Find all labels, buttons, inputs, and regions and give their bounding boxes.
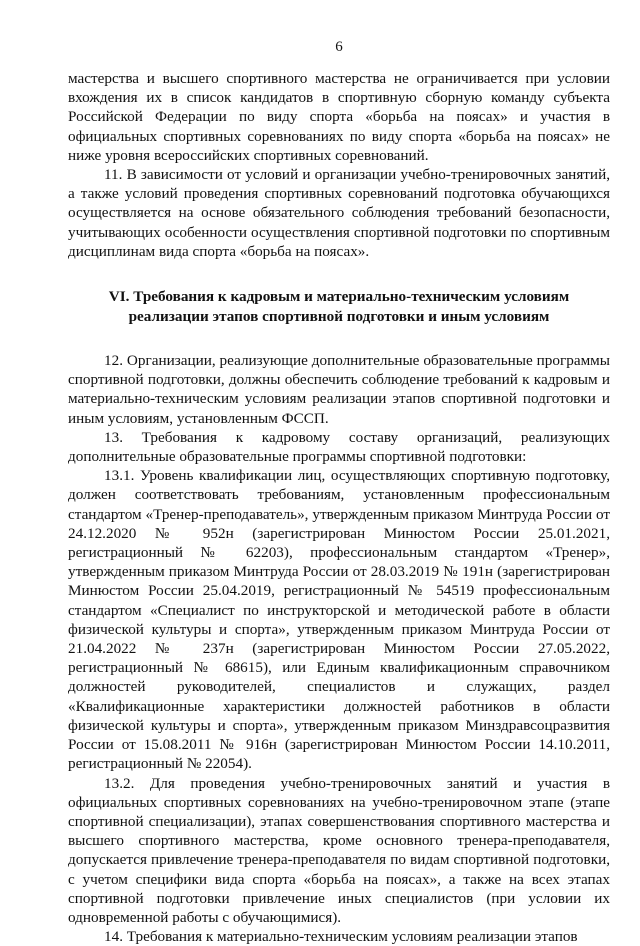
paragraph-14: 14. Требования к материально-техническим условиям реализации этапов	[104, 928, 578, 946]
section-heading-line-2: реализации этапов спортивной подготовки и иным условиям	[128, 308, 550, 326]
paragraph-13-1: 13.1. Уровень квалификации лиц, осуществляющих спортивную подготовку, должен соответствовать требованиям, установленным профессиональным стандартом «Тренер-преподаватель», утвержденным приказом Минтруда России от 24.12.2020 № 952н (зарегистрирован Минюстом России 25.01.2021, регистрационный № 62203), профессиональным стандартом «Тренер», утвержденным приказом Минтруда России от 28.03.2019 № 191н (зарегистрирован Минюстом России 25.04.2019, регистрационный № 54519 профессиональным стандартом «Специалист по инструкторской и методической работе в области физической культуры и спорта», утвержденным приказом Минтруда России от 21.04.2022 № 237н (зарегистрирован Минюстом России 27.05.2022, регистрационный № 68615), или Единым квалификационным справочником должностей руководителей, специалистов и служащих, раздел «Квалификационные характеристики должностей работников в области физической культуры и спорта», утвержденным приказом Минздравсоцразвития России от 15.08.2011 № 916н (зарегистрирован Минюстом России 14.10.2011, регистрационный № 22054).	[68, 467, 610, 773]
page-number: 6	[335, 39, 343, 55]
paragraph-12: 12. Организации, реализующие дополнительные образовательные программы спортивной подготовки, должны обеспечить соблюдение требований к кадровым и материально-техническим условиям реализации этапов спортивной подготовки и иным условиям, установленным ФССП.	[68, 352, 610, 427]
section-heading-vi	[68, 287, 610, 327]
paragraph-13-2: 13.2. Для проведения учебно-тренировочных занятий и участия в официальных спортивных соревнованиях на учебно-тренировочном этапе (этапе спортивной специализации), этапах совершенствования спортивного мастерства и высшего спортивного мастерства, кроме основного тренера-преподавателя, допускается привлечение тренера-преподавателя по видам спортивной подготовки, с учетом специфики вида спорта «борьба на поясах», а также на всех этапах спортивной подготовки привлечение иных специалистов (при условии их одновременной работы с обучающимися).	[68, 774, 610, 926]
section-heading-line-1: VI. Требования к кадровым и материально-техническим условиям	[108, 288, 570, 306]
paragraph-11: 11. В зависимости от условий и организации учебно-тренировочных занятий, а также условий проведения спортивных соревнований подготовка обучающихся осуществляется на основе обязательного соблюдения требований безопасности, учитывающих особенности осуществления спортивной подготовки по спортивным дисциплинам вида спорта «борьба на поясах».	[68, 166, 610, 260]
paragraph-13: 13. Требования к кадровому составу организаций, реализующих дополнительные образовательные программы спортивной подготовки:	[68, 428, 610, 466]
paragraph-continuation: мастерства и высшего спортивного мастерства не ограничивается при условии вхождения их в список кандидатов в спортивную сборную команду субъекта Российской Федерации по виду спорта «борьба на поясах» и участия в официальных спортивных соревнованиях по виду спорта «борьба на поясах» не ниже уровня всероссийских спортивных соревнований.	[68, 70, 610, 164]
